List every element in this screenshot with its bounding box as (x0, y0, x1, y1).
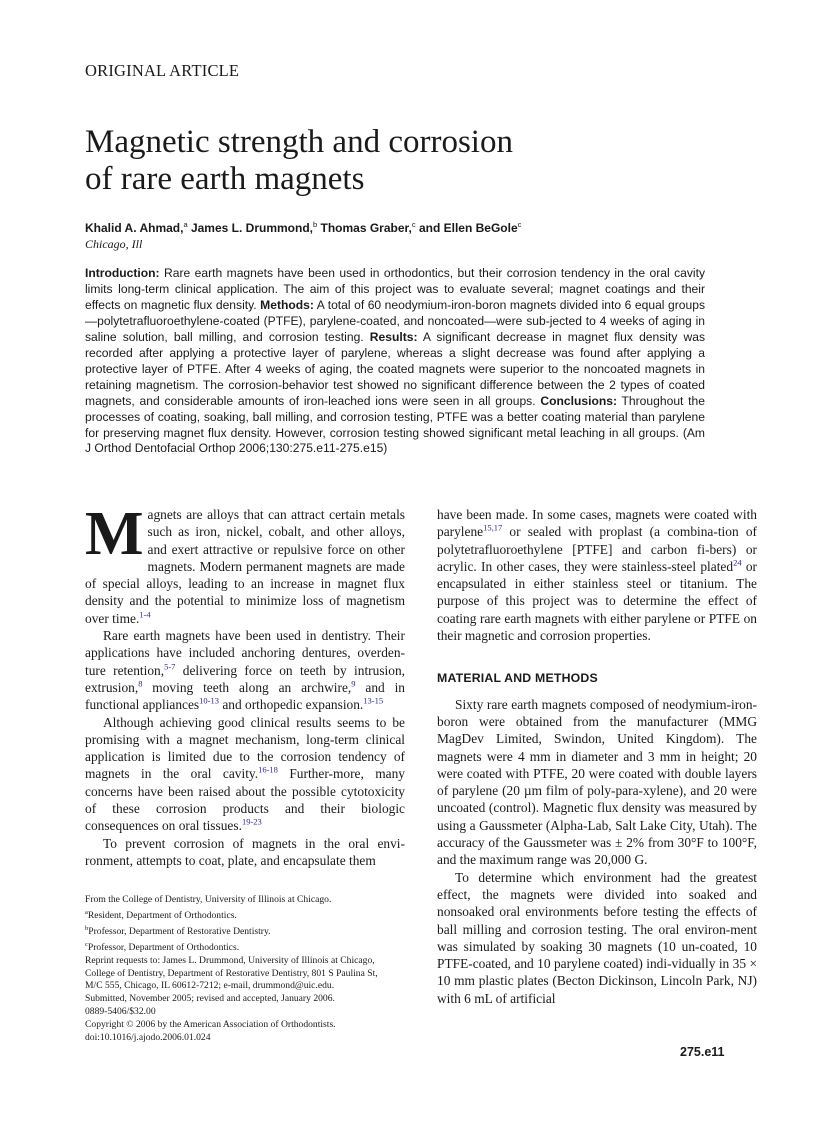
footnotes (85, 894, 405, 1044)
text-run: and orthopedic expansion. (219, 697, 364, 713)
footnote-line (85, 894, 405, 907)
author-name: Thomas Graber, (317, 221, 412, 235)
text-run: agnets are alloys that can attract certain metals such as iron, nickel, cobalt, and other alloys, and exert attractive or repulsive force on other magnets. Modern permanent magnets are made of special alloys, leading to an increase in magnet flux density and the potential to minimize loss of magnetism over time. (85, 507, 405, 626)
footnote-line (85, 907, 405, 923)
footnote-mark: c (85, 940, 88, 948)
footnote-line (85, 923, 405, 939)
footnote-line (85, 955, 405, 968)
text-run: Although achieving good clinical results seems to be promising with a magnet mechanism, long-term clinical application is limited due to the corrosion tendency of magnets in the oral cavity. (85, 714, 405, 782)
right-top-paragraphs (437, 506, 757, 644)
body-paragraph (437, 506, 757, 644)
author-name: and Ellen BeGole (415, 221, 518, 235)
reference-citation[interactable]: 13-15 (363, 695, 384, 706)
footnote-text: Resident, Department of Orthodontics. (87, 909, 237, 921)
footnote-text: From the College of Dentistry, University of Illinois at Chicago. (85, 894, 332, 905)
abstract-section-label: Conclusions: (540, 393, 617, 408)
footnote-mark: a (85, 908, 88, 916)
author-name: James L. Drummond, (187, 221, 313, 235)
footnote-text: Professor, Department of Orthodontics. (87, 941, 240, 953)
title-line-1: Magnetic strength and corrosion (85, 124, 513, 160)
reference-citation[interactable]: 16-18 (258, 764, 278, 775)
footnote-text: 0889-5406/$32.00 (85, 1005, 156, 1017)
footnote-line (85, 993, 405, 1006)
text-run: Rare earth magnets have been used in dentistry. Their applications have included anchoring dentures, overden-ture retention, (85, 628, 405, 678)
reference-citation[interactable]: 1-4 (139, 609, 151, 620)
body-paragraph (85, 714, 405, 835)
footnote-mark: b (85, 924, 89, 932)
footnote-line (85, 939, 405, 955)
text-run: Rare earth magnets have been used in orthodontics, but their corrosion tendency in the oral cavity limits long-term clinical application. The aim of this project was to evaluate several; magnet coatings and their effects on magnetic flux density. (85, 266, 705, 312)
body-paragraph (85, 627, 405, 713)
body-paragraph (85, 835, 405, 870)
title-line-2: of rare earth magnets (85, 161, 365, 197)
footnote-text: Submitted, November 2005; revised and accepted, January 2006. (85, 993, 335, 1005)
footnote-line (85, 1032, 405, 1045)
reference-citation[interactable]: 10-13 (199, 695, 219, 706)
section-label: ORIGINAL ARTICLE (85, 61, 240, 80)
text-run: Throughout the processes of coating, soaking, ball milling, and corrosion testing, PTFE was a better coating material than parylene for preserving magnet flux density. However, corrosion testing showed significant metal leaching in all groups. (Am J Orthod Dentofacial Orthop 2006;130:275.e11-275.e15) (85, 393, 705, 456)
footnote-text: College of Dentistry, Department of Restorative Dentistry, 801 S Paulina St, (85, 967, 378, 979)
text-run: have been made. In some cases, magnets were coated with parylene (437, 507, 757, 540)
text-run: or encapsulated in either stainless steel or titanium. The purpose of this project was to determine the effect of coating rare earth magnets with either parylene or PTFE on their magnetic and corrosion properties. (437, 558, 757, 644)
text-run: To prevent corrosion of magnets in the oral envi-ronment, attempts to coat, plate, and encapsulate them (85, 835, 405, 868)
footnote-text: Copyright © 2006 by the American Association of Orthodontists. (85, 1018, 336, 1030)
footnote-line (85, 1006, 405, 1019)
text-run: Sixty rare earth magnets composed of neodymium-iron-boron were obtained from the manufacturer (MMG MagDev Limited, Swindon, United Kingdom). The magnets were 4 mm in diameter and 3 mm in height; 20 were coated with PTFE, 20 were coated with double layers of parylene (20 µm film of poly-para-xylene), and 20 were uncoated (control). Magnetic flux density was measured by using a Gaussmeter (Alpha-Lab, Salt Lake City, Utah). The accuracy of the Gaussmeter was ± 2% from 30°F to 100°F, and the maximum range was 20,000 G. (437, 696, 757, 868)
footnote-text: Reprint requests to: James L. Drummond, University of Illinois at Chicago, (85, 954, 375, 966)
text-run: or sealed with proplast (a combina-tion of polytetrafluoroethylene [PTFE] and carbon fi-bers) or acrylic. In other cases, they were stainless-steel plated (437, 524, 757, 574)
text-run: Further-more, many concerns have been raised about the possible cytotoxicity of these corrosion products and their biologic consequences on oral tissues. (85, 766, 405, 834)
reference-citation[interactable]: 9 (351, 678, 356, 689)
footnote-text: doi:10.1016/j.ajodo.2006.01.024 (85, 1031, 211, 1043)
methods-paragraphs (437, 696, 757, 1007)
author-location: Chicago, Ill (85, 237, 143, 251)
abstract-section-label: Methods: (260, 297, 314, 312)
footnote-text: M/C 555, Chicago, IL 60612-7212; e-mail, drummond@uic.edu. (85, 980, 335, 992)
footnote-text: Professor, Department of Restorative Dentistry. (88, 925, 271, 937)
text-run: A total of 60 neodymium-iron-boron magnets divided into 6 equal groups—polytetrafluoroethylene-coated (PTFE), parylene-coated, and noncoated—were sub-jected to 4 weeks of aging in saline solution, ball milling, and corrosion testing. (85, 297, 705, 344)
abstract (85, 266, 705, 457)
reference-citation[interactable]: 8 (138, 678, 143, 689)
body-paragraph (437, 869, 757, 1007)
article-title (85, 124, 513, 198)
abstract-section-label: Introduction: (85, 266, 160, 280)
text-run: delivering force on teeth by intrusion, extrusion, (85, 662, 405, 695)
author-list (85, 220, 521, 235)
body-right-column (437, 506, 757, 1007)
text-run: and in functional appliances (85, 679, 405, 713)
reference-citation[interactable]: 15,17 (483, 522, 503, 533)
reference-citation[interactable]: 19-23 (241, 816, 262, 827)
author-affiliation-mark: b (313, 220, 318, 229)
author-affiliation-mark: c (411, 220, 416, 229)
reference-citation[interactable]: 5-7 (164, 661, 176, 672)
author-affiliation-mark: a (183, 220, 188, 229)
text-run: moving teeth along an archwire, (142, 679, 352, 695)
text-run: To determine which environment had the greatest effect, the magnets were divided into soaked and nonsoaked oral environments before testing the effects of ball milling and corrosion testing. The oral environ-ment was simulated by soaking 30 magnets (10 un-coated, 10 PTFE-coated, and 10 parylene coated) indi-vidually in 35 × 10 mm plastic plates (Becton Dickinson, Lincoln Park, NJ) with 6 mL of artificial (437, 869, 757, 1006)
footnote-line (85, 980, 405, 993)
page-number: 275.e11 (680, 1045, 725, 1059)
body-paragraph (437, 696, 757, 869)
drop-cap: M (85, 500, 144, 568)
footnote-line (85, 968, 405, 981)
author-affiliation-mark: c (517, 220, 522, 229)
reference-citation[interactable]: 24 (733, 557, 742, 568)
author-name: Khalid A. Ahmad, (85, 221, 184, 235)
footnote-line (85, 1019, 405, 1032)
body-left-column (85, 500, 405, 869)
abstract-section-label: Results: (369, 329, 418, 344)
text-run: A significant decrease in magnet flux density was recorded after applying a protective layer of parylene, whereas a slight decrease was found after applying a protective layer of PTFE. After 4 weeks of aging, the coated magnets were superior to the noncoated magnets in retaining magnetism. The corrosion-behavior test showed no significant difference between the 2 types of coated magnets, and considerable amounts of iron-leached ions were seen in all groups. (85, 329, 705, 408)
section-heading-methods: MATERIAL AND METHODS (437, 671, 598, 686)
